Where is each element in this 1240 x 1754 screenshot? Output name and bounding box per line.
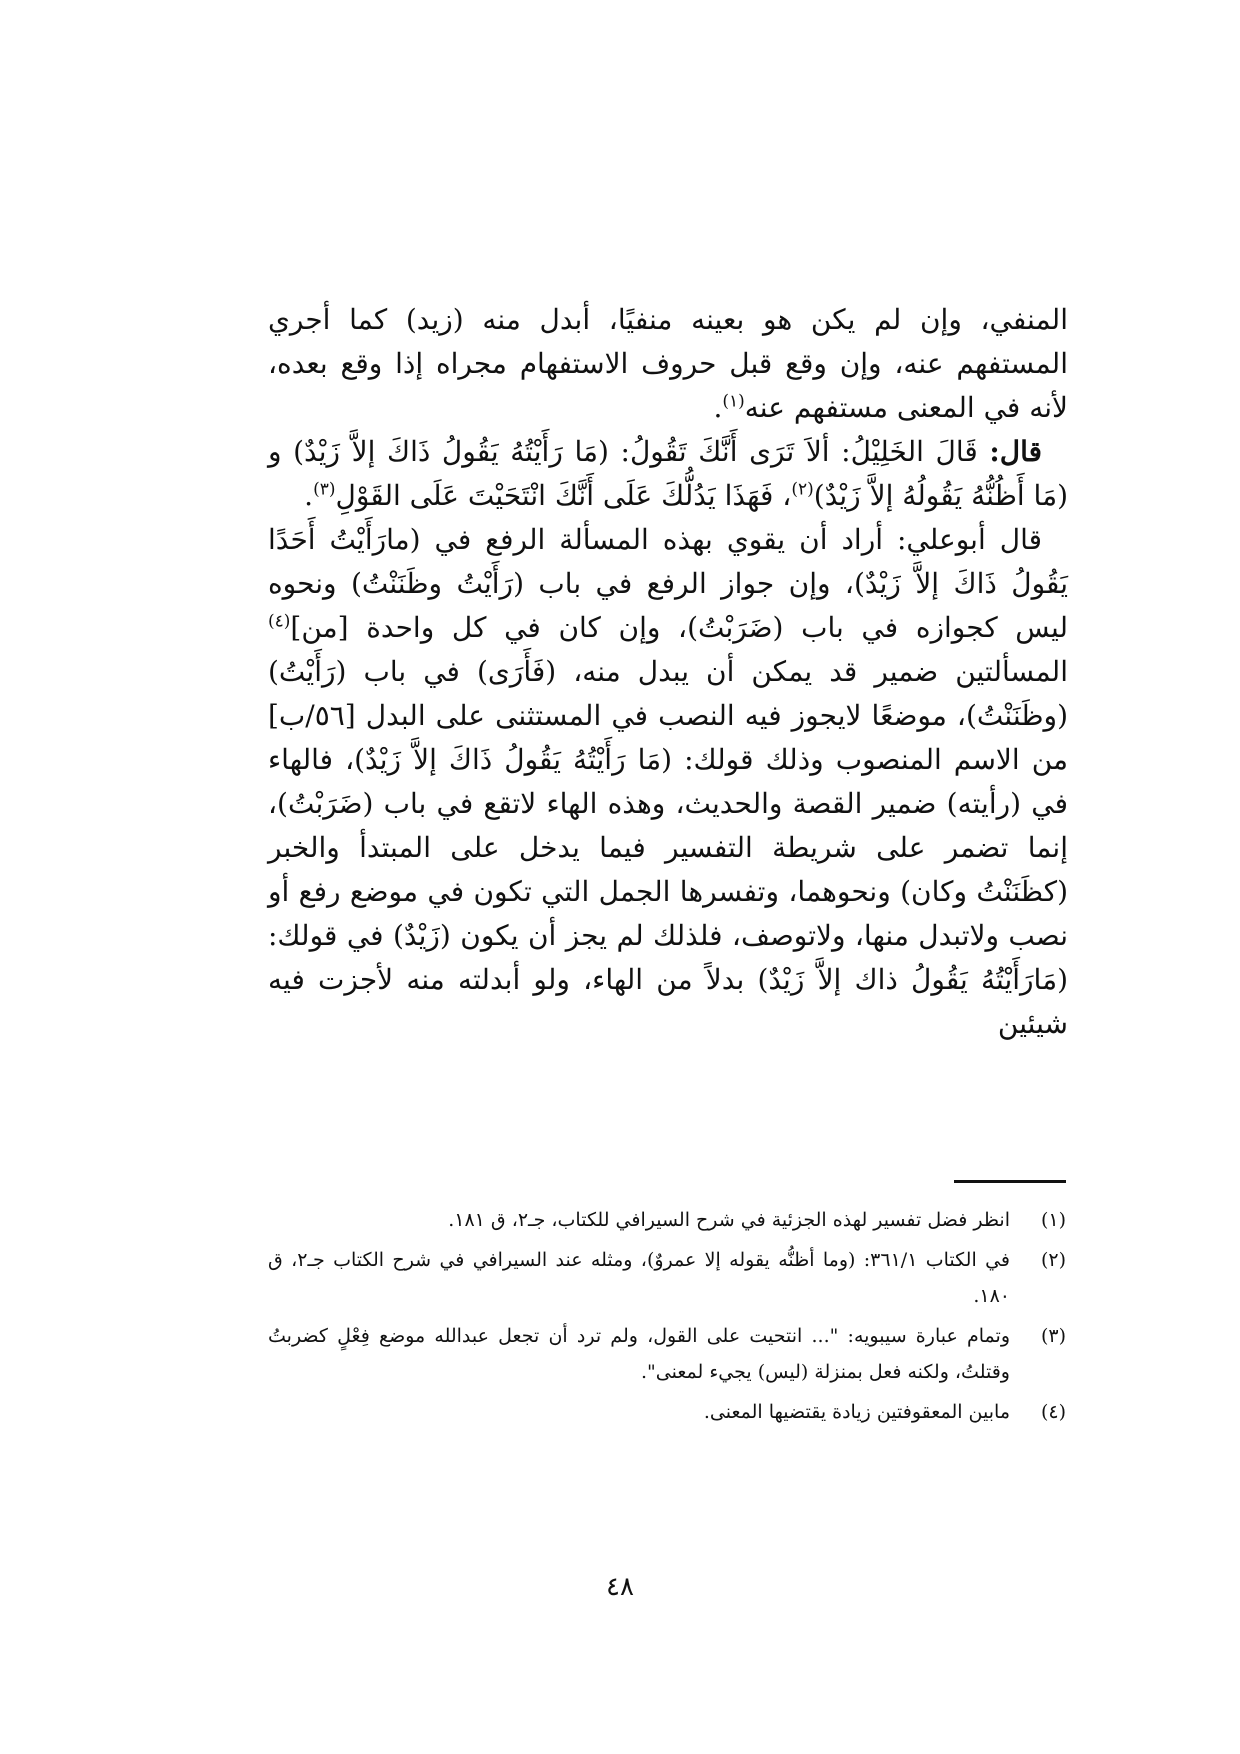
paragraph-2-mid: ، فَهَذَا يَدُلُّكَ عَلَى أَنَّكَ انْتَحَيْتَ عَلَى القَوْلِ bbox=[335, 479, 792, 512]
footnote-number: (٣) bbox=[1040, 1325, 1066, 1347]
footnote-text: انظر فضل تفسير لهذه الجزئية في شرح السيرافي للكتاب، جـ٢، ق ١٨١. bbox=[448, 1209, 1010, 1231]
footnote-ref-1: (١) bbox=[722, 391, 745, 412]
paragraph-3-text-1: قال أبوعلي: أراد أن يقوي بهذه المسألة الرفع في (مارَأَيْتُ أَحَدًا يَقُولُ ذَاكَ إلاَّ زَيْدٌ)، وإن جواز الرفع في باب (رَأَيْتُ وظَنَنْتُ) ونحوه ليس كجوازه في باب (ضَرَبْتُ)، وإن كان في كل واحدة [من] bbox=[268, 523, 1068, 644]
footnote-number: (١) bbox=[1040, 1209, 1066, 1231]
paragraph-2-end: . bbox=[304, 479, 314, 512]
paragraph-1-end: . bbox=[713, 391, 723, 424]
footnote-4 bbox=[268, 1394, 1066, 1430]
footnote-1 bbox=[268, 1202, 1066, 1238]
paragraph-3-text-2: المسألتين ضمير قد يمكن أن يبدل منه، (فَأَرَى) في باب (رَأَيْتُ) (وظَنَنْتُ)، موضعًا لايجوز فيه النصب في المستثنى على البدل [٥٦/ب] من الاسم المنصوب وذلك قولك: (مَا رَأَيْتُهُ يَقُولُ ذَاكَ إلاَّ زَيْدٌ)، فالهاء في (رأيته) ضمير القصة والحديث، وهذه الهاء لاتقع في باب (ضَرَبْتُ)، إنما تضمر على شريطة التفسير فيما يدخل على المبتدأ والخبر (كظَنَنْتُ وكان) ونحوهما، وتفسرها الجمل التي تكون في موضع رفع أو نصب ولاتبدل منها، ولاتوصف، فلذلك لم يجز أن يكون (زَيْدٌ) في قولك: (مَارَأَيْتُهُ يَقُولُ ذاك إلاَّ زَيْدٌ) بدلاً من الهاء، ولو أبدلته منه لأجزت فيه شيئين bbox=[268, 655, 1069, 1040]
footnote-ref-4: (٤) bbox=[268, 611, 291, 632]
paragraph-2-text: قَالَ الخَلِيْلُ: ألاَ تَرَى أَنَّكَ تَقُولُ: (مَا رَأَيْتُهُ يَقُولُ ذَاكَ إلاَّ زَيْدٌ) و (مَا أَظُنُّهُ يَقُولُهُ إلاَّ زَيْدٌ) bbox=[268, 435, 1068, 512]
footnote-separator bbox=[954, 1180, 1066, 1183]
paragraph-1 bbox=[268, 298, 1068, 430]
main-text bbox=[268, 298, 1068, 1046]
paragraph-3 bbox=[268, 518, 1068, 1046]
footnote-3 bbox=[268, 1318, 1066, 1390]
page-number: ٤٨ bbox=[606, 1572, 634, 1602]
footnote-number: (٤) bbox=[1040, 1401, 1066, 1423]
footnote-2 bbox=[268, 1242, 1066, 1314]
footnotes bbox=[268, 1202, 1066, 1434]
footnote-text: مابين المعقوفتين زيادة يقتضيها المعنى. bbox=[703, 1401, 1010, 1423]
footnote-ref-2: (٢) bbox=[791, 479, 814, 500]
paragraph-2-lead: قال: bbox=[989, 435, 1042, 468]
footnote-text: في الكتاب ٣٦١/١: (وما أظنُّه يقوله إلا عمروٌ)، ومثله عند السيرافي في شرح الكتاب جـ٢، ق ١٨٠. bbox=[268, 1249, 1010, 1307]
footnote-number: (٢) bbox=[1040, 1249, 1066, 1271]
footnote-ref-3: (٣) bbox=[313, 479, 336, 500]
footnote-text: وتمام عبارة سيبويه: "... انتحيت على القول، ولم ترد أن تجعل عبدالله موضع فِعْلٍ كضربتُ وقتلتُ، ولكنه فعل بمنزلة (ليس) يجيء لمعنى". bbox=[268, 1325, 1010, 1383]
paragraph-2 bbox=[268, 430, 1068, 518]
paragraph-1-text: المنفي، وإن لم يكن هو بعينه منفيًا، أبدل منه (زيد) كما أجري المستفهم عنه، وإن وقع قبل حروف الاستفهام مجراه إذا وقع بعده، لأنه في المعنى مستفهم عنه bbox=[268, 303, 1068, 424]
